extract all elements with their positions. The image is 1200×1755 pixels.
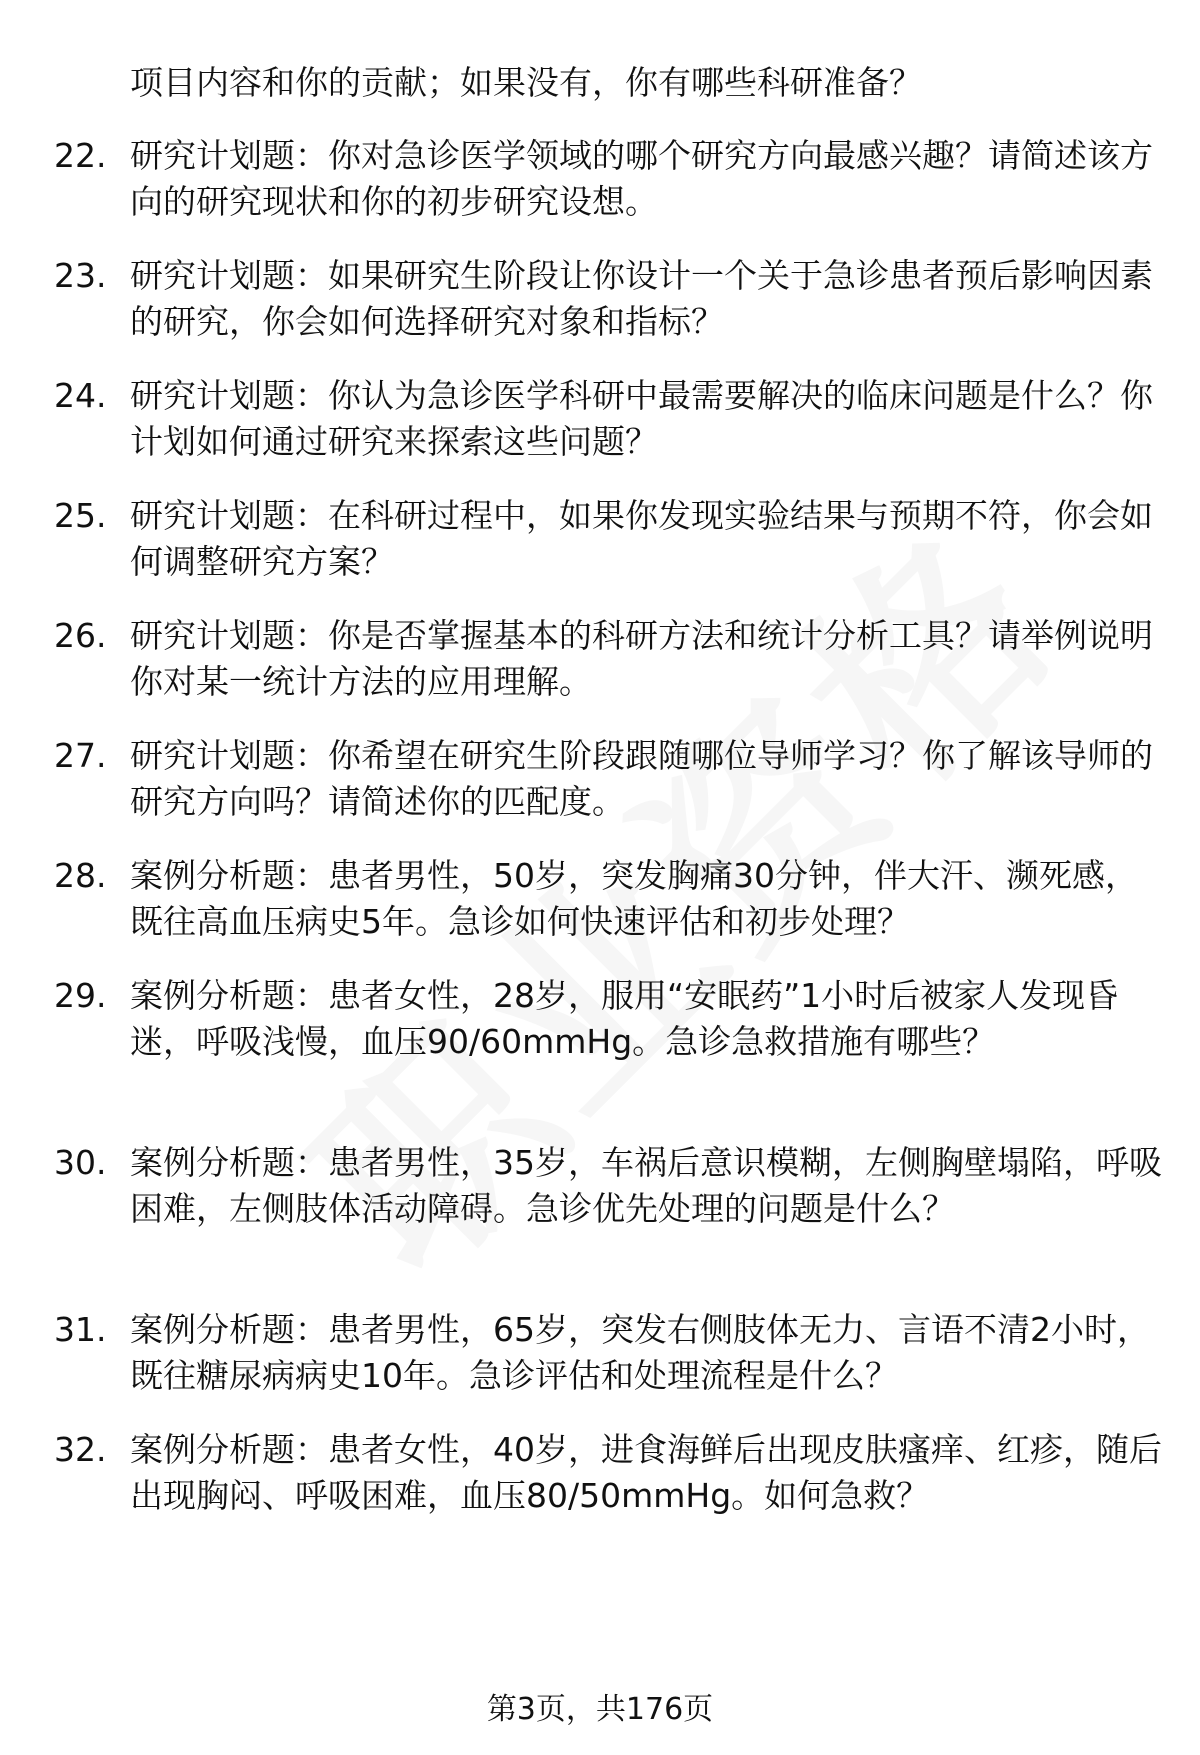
question-number: 29. bbox=[54, 976, 107, 1015]
question-text: 案例分析题：患者女性，28岁，服用“安眠药”1小时后被家人发现昏迷，呼吸浅慢，血压90/60mmHg。急诊急救措施有哪些？ bbox=[130, 976, 1119, 1061]
question-number: 22. bbox=[54, 136, 107, 175]
question-number: 32. bbox=[54, 1430, 107, 1469]
question-text: 研究计划题：如果研究生阶段让你设计一个关于急诊患者预后影响因素的研究，你会如何选择研究对象和指标？ bbox=[130, 256, 1153, 341]
question-number: 28. bbox=[54, 856, 107, 895]
question-text: 案例分析题：患者男性，50岁，突发胸痛30分钟，伴大汗、濒死感，既往高血压病史5年。急诊如何快速评估和初步处理？ bbox=[130, 856, 1138, 941]
question-text: 研究计划题：在科研过程中，如果你发现实验结果与预期不符，你会如何调整研究方案？ bbox=[130, 496, 1153, 581]
question-number: 24. bbox=[54, 376, 107, 415]
question-number: 26. bbox=[54, 616, 107, 655]
question-text: 研究计划题：你希望在研究生阶段跟随哪位导师学习？你了解该导师的研究方向吗？请简述你的匹配度。 bbox=[130, 736, 1153, 821]
page-footer: 第3页，共176页 bbox=[486, 1692, 714, 1727]
question-number: 27. bbox=[54, 736, 107, 775]
question-text: 案例分析题：患者男性，35岁，车祸后意识模糊，左侧胸壁塌陷，呼吸困难，左侧肢体活动障碍。急诊优先处理的问题是什么？ bbox=[130, 1143, 1162, 1228]
question-number: 30. bbox=[54, 1143, 107, 1182]
question-text: 案例分析题：患者男性，65岁，突发右侧肢体无力、言语不清2小时，既往糖尿病病史10年。急诊评估和处理流程是什么？ bbox=[130, 1310, 1150, 1395]
question-number: 31. bbox=[54, 1310, 107, 1349]
question-text: 案例分析题：患者女性，40岁，进食海鲜后出现皮肤瘙痒、红疹，随后出现胸闷、呼吸困难，血压80/50mmHg。如何急救？ bbox=[130, 1430, 1162, 1515]
continuation-text: 项目内容和你的贡献；如果没有，你有哪些科研准备？ bbox=[130, 63, 922, 102]
question-text: 研究计划题：你对急诊医学领域的哪个研究方向最感兴趣？请简述该方向的研究现状和你的初步研究设想。 bbox=[130, 136, 1153, 221]
question-number: 25. bbox=[54, 496, 107, 535]
question-number: 23. bbox=[54, 256, 107, 295]
question-text: 研究计划题：你是否掌握基本的科研方法和统计分析工具？请举例说明你对某一统计方法的应用理解。 bbox=[130, 616, 1153, 701]
question-text: 研究计划题：你认为急诊医学科研中最需要解决的临床问题是什么？你计划如何通过研究来探索这些问题？ bbox=[130, 376, 1153, 461]
